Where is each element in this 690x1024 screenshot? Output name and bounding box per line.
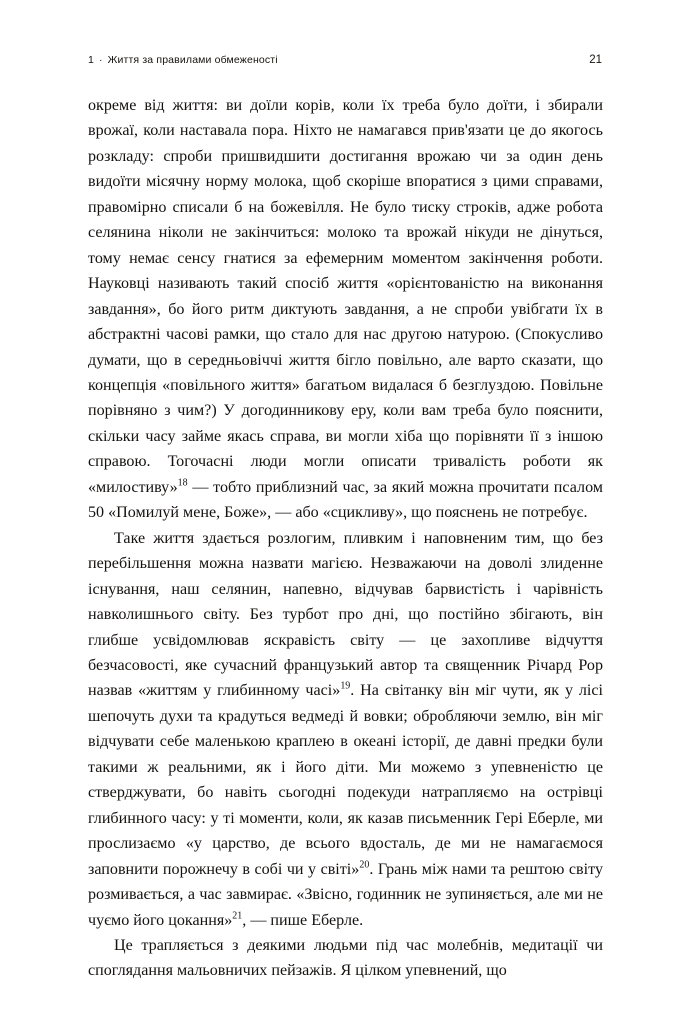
page-body xyxy=(88,93,603,984)
paragraph-3: Це трапляється з деякими людьми під час молебнів, медитації чи споглядання мальовничих пейзажів. Я цілком упевнений, що xyxy=(88,936,603,980)
running-header-chapter xyxy=(88,54,278,66)
paragraph-2: Таке життя здається розлогим, пливким і наповненим тим, що без перебільшення можна назвати магією. Незважаючи на доволі злиденне існування, наш селянин, напевно, відчував барвистість і чарівність навколишнього світу. Без турбот про дні, що постійно збігають, він глибше усвідомлював яскравість світу — це захопливе відчуття безчасовості, яке сучасний французький автор та священник Річард Рор назвав «життям у глибинному часі»$^{19}$. На світанку він міг чути, як у лісі шепочуть духи та крадуться ведмеді й вовки; обробляючи землю, він міг відчувати себе маленькою краплею в океані історії, де давні предки були такими ж реальними, як і його діти. Ми можемо з упевненістю це стверджувати, бо навіть сьогодні подекуди натрапляємо на острівці глибинного часу: у ті моменти, коли, як казав письменник Гері Еберле, ми прослизаємо «у царство, де всього вдосталь, де ми не намагаємося заповнити порожнечу в собі чи у світі»$^{20}$. Грань між нами та рештою світу розмивається, а час завмирає. «Звісно, годинник не зупиняється, але ми не чуємо його цокання»$^{21}$, — пише Еберле. xyxy=(88,529,604,929)
header-separator-dot: · xyxy=(99,54,103,66)
page-number: 21 xyxy=(589,54,602,66)
chapter-title: Життя за правилами обмеженості xyxy=(107,54,278,66)
chapter-number: 1 xyxy=(88,54,94,66)
paragraph-1: окреме від життя: ви доїли корів, коли їх треба було доїти, і збирали врожаї, коли наставала пора. Ніхто не намагався прив'язати це до якогось розкладу: спроби пришвидшити достигання врожаю чи за один день видоїти місячну норму молока, щоб скоріше впоратися з цими справами, правомірно списали б на божевілля. Не було тиску строків, адже робота селянина ніколи не закінчиться: молоко та врожай нікуди не дінуться, тому немає сенсу гнатися за ефемерним моментом закінчення роботи. Науковці називають такий спосіб життя «орієнтованістю на виконання завдання», бо його ритм диктують завдання, а не спроби увібгати їх в абстрактні часові рамки, що стало для нас другою натурою. (Спокусливо думати, що в середньовіччі життя бігло повільно, але варто сказати, що концепція «повільного життя» багатьом видалася б безглуздою. Повільне порівняно з чим?) У догодинникову еру, коли вам треба було пояснити, скільки часу займе якась справа, ви могли хіба що порівняти її з іншою справою. Тогочасні люди могли описати тривалість роботи як «милостиву»$^{18}$ — тобто приблизний час, за який можна прочитати псалом 50 «Помилуй мене, Боже», — або «сцикливу», що пояснень не потребує. xyxy=(88,97,603,522)
running-header xyxy=(88,54,602,72)
